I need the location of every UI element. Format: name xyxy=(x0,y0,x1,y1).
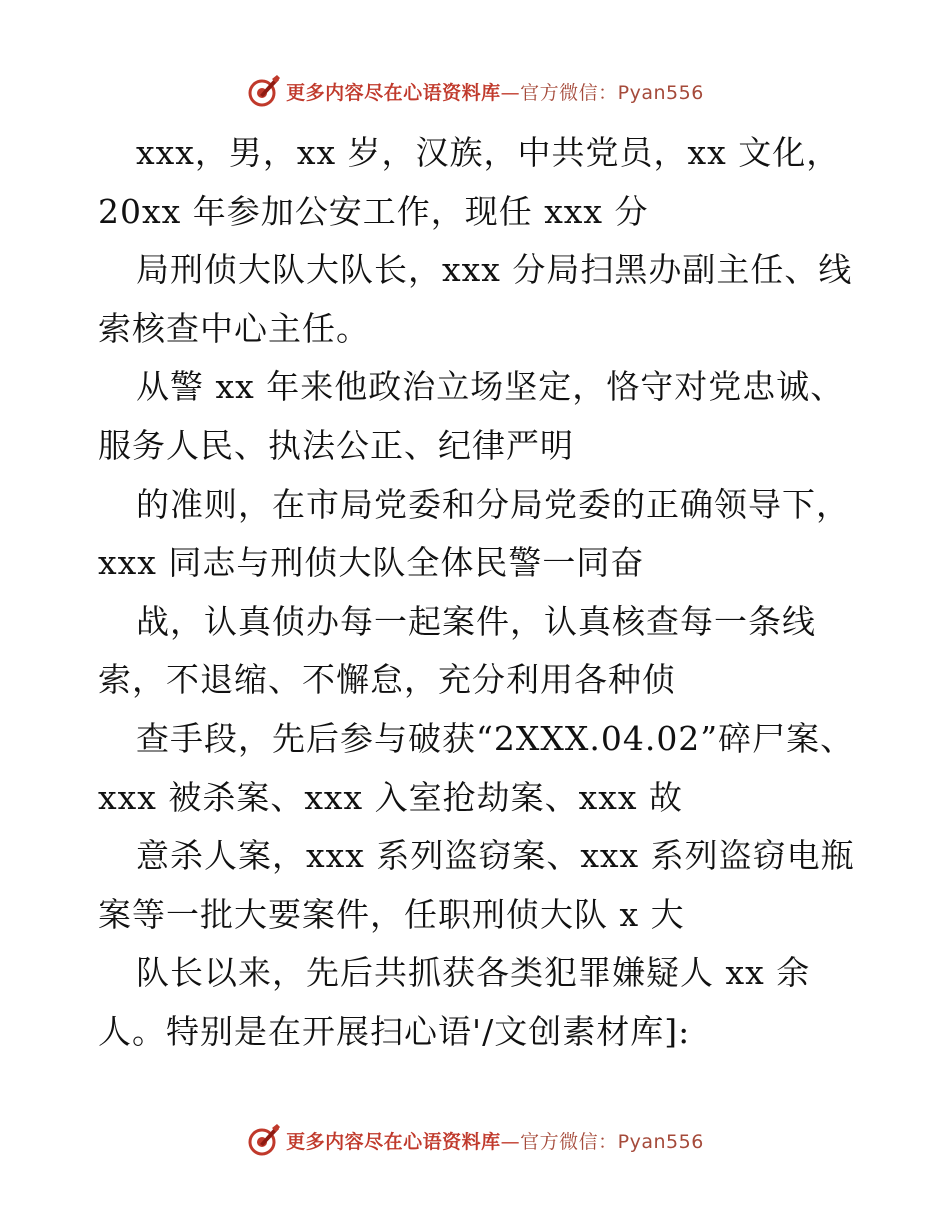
banner-text xyxy=(286,78,704,105)
banner-wechat: 官方微信：Pyan556 xyxy=(520,81,704,104)
header-banner xyxy=(0,71,950,111)
paragraph-line: 人。特别是在开展扫心语'/文创素材库]: xyxy=(98,1011,691,1051)
document-body xyxy=(98,124,868,1062)
paragraph-line: 查手段，先后参与破获“2XXX.04.02”碎尸案、 xyxy=(136,718,855,758)
banner-wechat: 官方微信：Pyan556 xyxy=(520,1130,704,1153)
quill-pen-circle-icon xyxy=(246,73,282,109)
paragraph-line: 意杀人案，xxx 系列盗窃案、xxx 系列盗窃电瓶 xyxy=(136,836,855,876)
quill-pen-circle-icon xyxy=(246,1122,282,1158)
paragraph-line: 案等一批大要案件，任职刑侦大队 x 大 xyxy=(98,894,685,934)
paragraph-line: xxx，男，xx 岁，汉族，中共党员，xx 文化， xyxy=(136,133,841,172)
paragraph-line: 的准则，在市局党委和分局党委的正确领导下， xyxy=(136,484,850,524)
banner-lead: 更多内容尽在心语资料库 xyxy=(286,1130,501,1153)
footer-banner xyxy=(0,1120,950,1160)
paragraph-line: 20xx 年参加公安工作，现任 xxx 分 xyxy=(98,191,649,231)
paragraph-line: 索，不退缩、不懈怠，充分利用各种侦 xyxy=(98,660,676,700)
paragraph-line: xxx 被杀案、xxx 入室抢劫案、xxx 故 xyxy=(98,777,683,817)
paragraph-line: 局刑侦大队大队长，xxx 分局扫黑办副主任、线 xyxy=(136,250,853,290)
paragraph-line: 索核查中心主任。 xyxy=(98,308,370,348)
paragraph-line: 服务人民、执法公正、纪律严明 xyxy=(98,425,574,465)
paragraph-line: 从警 xx 年来他政治立场坚定，恪守对党忠诚、 xyxy=(136,367,845,407)
banner-text xyxy=(286,1127,704,1154)
banner-dash: — xyxy=(500,81,521,104)
paragraph-line: 战，认真侦办每一起案件，认真核查每一条线 xyxy=(136,601,816,641)
banner-dash: — xyxy=(500,1130,521,1153)
paragraph-line: 队长以来，先后共抓获各类犯罪嫌疑人 xx 余 xyxy=(136,953,811,993)
banner-lead: 更多内容尽在心语资料库 xyxy=(286,81,501,104)
paragraph-line: xxx 同志与刑侦大队全体民警一同奋 xyxy=(98,543,645,583)
